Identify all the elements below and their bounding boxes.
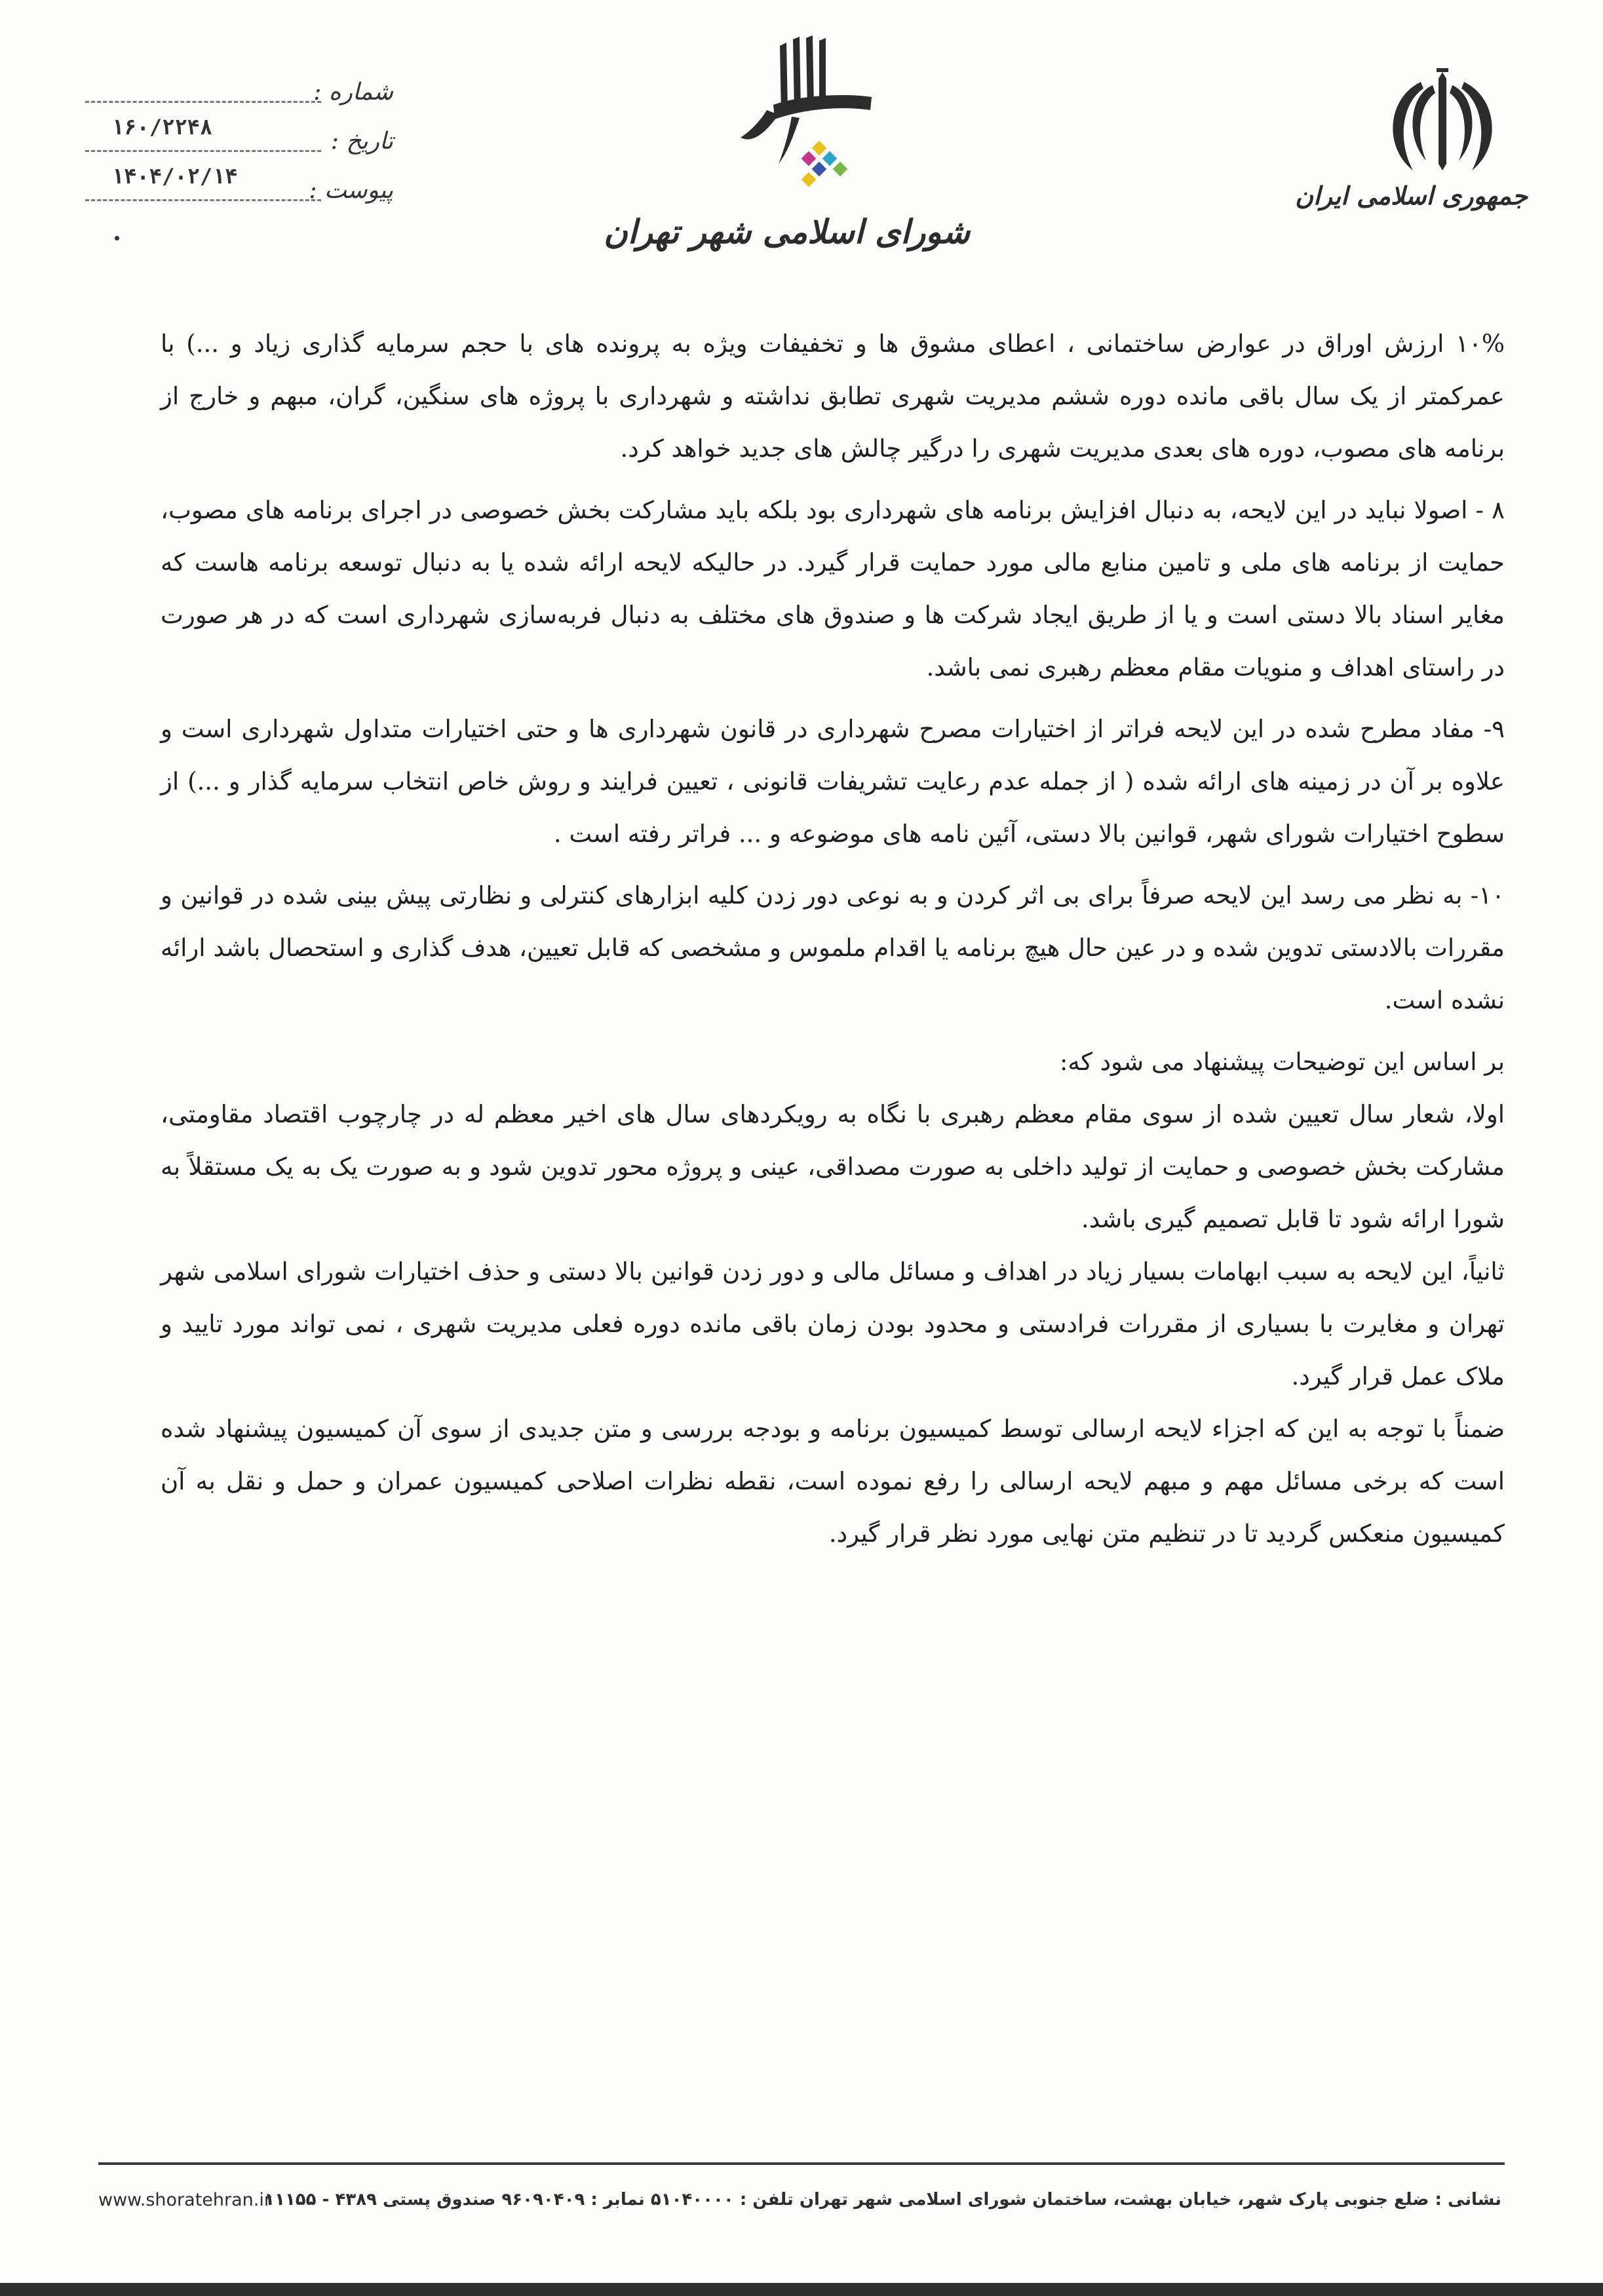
council-logo xyxy=(604,33,970,295)
council-caption: شورای اسلامی شهر تهران xyxy=(604,212,970,251)
number-line xyxy=(85,101,321,103)
paragraph-second: ثانیاً، این لایحه به سبب ابهامات بسیار زیاد در اهداف و مسائل مالی و دور زدن قوانین بالا دستی و حذف اختیارات شورای اسلامی شهر تهران و مغایرت با بسیاری از مقررات فرادستی و محدود بودن زمان باقی مانده دوره فعلی مدیریت شهری ، نمی تواند مورد تایید و ملاک عمل قرار گیرد. xyxy=(161,1257,1505,1390)
date-line xyxy=(85,150,321,152)
meta-number-row xyxy=(85,79,393,140)
diamond-blue xyxy=(812,162,827,177)
number-label: شماره : xyxy=(313,79,393,105)
diamond-green xyxy=(833,162,848,177)
footer-address: نشانی : ضلع جنوبی پارک شهر، خیابان بهشت، ساختمان شورای اسلامی شهر تهران تلفن : ۵۱۰۴۰۰۰۰ نمابر : ۹۶۰۹۰۴۰۹ صندوق پستی ۴۳۸۹ - ۱۱۱۵۵ xyxy=(264,2190,1501,2210)
paragraph-proposal-intro: بر اساس این توضیحات پیشنهاد می شود که: xyxy=(1059,1048,1505,1076)
iran-emblem-icon xyxy=(1380,66,1505,177)
paragraph-also: ضمناً با توجه به این که اجزاء لایحه ارسالی توسط کمیسیون برنامه و بودجه بررسی و متن جدیدی از سوی آن کمیسیون پیشنهاد شده است که برخی مسائل مهم و مبهم لایحه ارسالی را رفع نموده است، نقطه نظرات اصلاحی کمیسیون عمران و حمل و نقل به آن کمیسیون منعکس گردید تا در تنظیم متن نهایی مورد نظر قرار گیرد. xyxy=(161,1415,1505,1548)
meta-date-row xyxy=(85,128,393,189)
date-label: تاریخ : xyxy=(330,128,393,155)
meta-dot xyxy=(115,236,119,240)
number-value: ۱۶۰/۲۲۴۸ xyxy=(111,115,213,140)
meta-attachment-row xyxy=(85,177,393,226)
paragraph-item-9: ۹- مفاد مطرح شده در این لایحه فراتر از اختیارات مصرح شهرداری در قانون شهرداری ها و حتی اختیارات متداول شهرداری است و علاوه بر آن در زمینه های ارائه شده ( از جمله عدم رعایت تشریفات قانونی ، تعیین فرایند و روش خاص انتخاب سرمایه گذار و ...) از سطوح اختیارات شورای شهر، قوانین بالا دستی، آئین نامه های موضوعه و ... فراتر رفته است . xyxy=(161,715,1505,848)
diamond-yellow-2 xyxy=(802,172,817,187)
date-value: ۱۴۰۴/۰۲/۱۴ xyxy=(111,164,238,189)
emblem-caption: جمهوری اسلامی ایران xyxy=(1295,181,1528,210)
attachment-line xyxy=(85,199,321,201)
council-logo-icon xyxy=(701,33,898,210)
attachment-label: پیوست : xyxy=(309,177,393,204)
scan-bottom-band xyxy=(0,2283,1603,2296)
letter-meta xyxy=(85,79,393,226)
diamond-magenta xyxy=(802,151,817,166)
iran-emblem xyxy=(1295,66,1528,229)
paragraph-item-7-continued: ۱۰% ارزش اوراق در عوارض ساختمانی ، اعطای مشوق ها و تخفیفات ویژه به پرونده های با حجم سرمایه گذاری زیاد و ...) با عمرکمتر از یک سال باقی مانده دوره ششم مدیریت شهری تطابق نداشته و شهرداری با پروژه های سنگین، گران، مبهم و خارج از برنامه های مصوب، دوره های بعدی مدیریت شهری را درگیر چالش های جدید خواهد کرد. xyxy=(161,330,1505,463)
letter-body xyxy=(161,318,1505,1560)
diamond-cyan xyxy=(822,151,838,166)
footer-rule xyxy=(98,2162,1505,2165)
paragraph-first: اولا، شعار سال تعیین شده از سوی مقام معظم رهبری با نگاه به رویکردهای سال های اخیر معظم له در چارچوب اقتصاد مقاومتی، مشارکت بخش خصوصی و حمایت از تولید داخلی به صورت مصداقی، عینی و پروژه محور تدوین شود و به صورت یک به یک مستقلاً به شورا ارائه شود تا قابل تصمیم گیری باشد. xyxy=(161,1100,1505,1233)
diamond-yellow xyxy=(812,141,827,156)
paragraph-item-8: ۸ - اصولا نباید در این لایحه، به دنبال افزایش برنامه های شهرداری بود بلکه باید مشارکت بخش خصوصی در اجرای برنامه های مصوب، حمایت از برنامه های ملی و تامین منابع مالی مورد حمایت قرار گیرد. در حالیکه لایحه ارائه شده یا به دنبال توسعه برنامه هاست که مغایر اسناد بالا دستی است و یا از طریق ایجاد شرکت ها و صندوق های مختلف به دنبال فربه‌سازی شهرداری است که در هر صورت در راستای اهداف و منویات مقام معظم رهبری نمی باشد. xyxy=(161,496,1505,681)
paragraph-item-10: ۱۰- به نظر می رسد این لایحه صرفاً برای بی اثر کردن و به نوعی دور زدن کلیه ابزارهای کنترلی و نظارتی پیش بینی شده در قوانین و مقررات بالادستی تدوین شده و در عین حال هیچ برنامه یا اقدام ملموس و مشخصی که قابل تعیین، هدف گذاری و استحصال باشد ارائه نشده است. xyxy=(161,881,1505,1014)
footer-website-link[interactable]: www.shoratehran.ir xyxy=(98,2190,271,2210)
